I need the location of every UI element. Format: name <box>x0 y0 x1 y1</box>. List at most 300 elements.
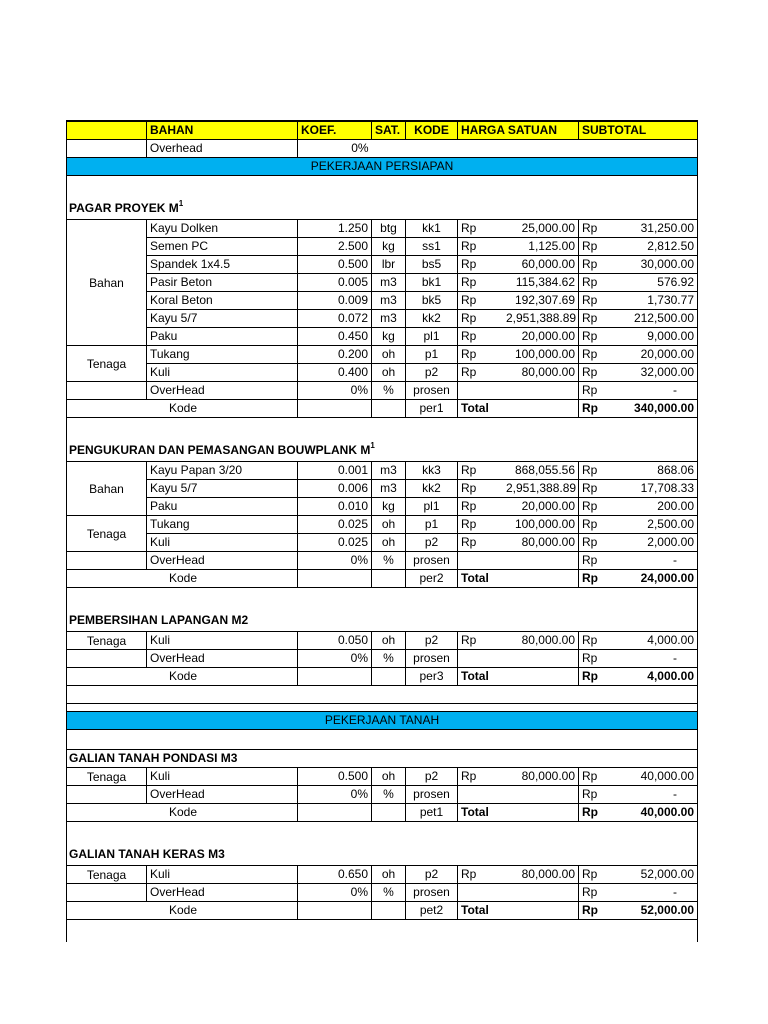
section-body <box>66 220 698 418</box>
rp-label[interactable]: Rp <box>582 293 598 307</box>
item-name[interactable]: Kayu Papan 3/20 <box>147 462 298 479</box>
overhead-koef[interactable]: 0% <box>298 382 372 399</box>
subtotal-value[interactable]: 2,000.00 <box>607 534 698 551</box>
unit-value[interactable]: kg <box>372 498 406 515</box>
item-name[interactable]: Semen PC <box>147 238 298 255</box>
unit-price[interactable]: 25,000.00 <box>503 220 579 237</box>
table-row <box>66 310 698 328</box>
subtotal-value[interactable]: 20,000.00 <box>607 346 698 363</box>
cell[interactable] <box>66 902 147 919</box>
rp-label[interactable]: Rp <box>582 769 598 783</box>
overhead-koef[interactable]: 0% <box>351 141 369 155</box>
item-name[interactable]: Kayu 5/7 <box>147 310 298 327</box>
cell[interactable] <box>66 552 147 569</box>
rp-label[interactable]: Rp <box>461 867 477 881</box>
unit-value[interactable]: oh <box>372 516 406 533</box>
code-value[interactable]: ss1 <box>406 238 458 255</box>
table-row <box>66 328 698 346</box>
rp-label[interactable]: Rp <box>582 787 598 801</box>
overhead-subtotal[interactable]: - <box>607 382 698 399</box>
unit-price[interactable]: 100,000.00 <box>503 516 579 533</box>
koef-value[interactable]: 0.010 <box>298 498 372 515</box>
table-row <box>66 462 698 480</box>
table-row <box>66 632 698 650</box>
subtotal-value[interactable]: 212,500.00 <box>607 310 698 327</box>
section-title <box>66 200 698 220</box>
section-title <box>66 846 698 866</box>
cell[interactable] <box>458 552 579 569</box>
subtotal-value[interactable]: 2,812.50 <box>607 238 698 255</box>
section-title-text[interactable] <box>66 750 698 767</box>
unit-value[interactable]: kg <box>372 238 406 255</box>
cell[interactable] <box>458 650 579 667</box>
rp-label[interactable]: Rp <box>461 517 477 531</box>
section-body <box>66 632 698 686</box>
header-harga-satuan[interactable]: HARGA SATUAN <box>458 122 579 139</box>
section-title-text[interactable] <box>66 612 698 631</box>
unit-price[interactable]: 100,000.00 <box>503 346 579 363</box>
rp-label[interactable]: Rp <box>582 481 598 495</box>
section-title-label: GALIAN TANAH PONDASI M3 <box>69 751 238 765</box>
section-title <box>66 442 698 462</box>
koef-value[interactable]: 0.025 <box>298 516 372 533</box>
table-row <box>66 292 698 310</box>
cell[interactable] <box>66 570 147 587</box>
subtotal-value[interactable]: 31,250.00 <box>607 220 698 237</box>
rp-label[interactable]: Rp <box>582 517 598 531</box>
overhead-koef[interactable]: 0% <box>298 552 372 569</box>
overhead-code[interactable]: prosen <box>406 552 458 569</box>
cell[interactable] <box>372 400 406 417</box>
cell[interactable] <box>66 400 147 417</box>
code-value[interactable]: p2 <box>406 866 458 883</box>
persiapan-sections <box>66 176 698 686</box>
section-body <box>66 768 698 822</box>
section-total[interactable]: 40,000.00 <box>607 804 698 821</box>
overhead-koef[interactable]: 0% <box>298 786 372 803</box>
rp-label[interactable]: Rp <box>461 499 477 513</box>
koef-value[interactable]: 0.072 <box>298 310 372 327</box>
section-title-label: PAGAR PROYEK M <box>69 201 179 215</box>
header-cell-blank[interactable] <box>66 122 147 139</box>
cell[interactable] <box>66 176 698 200</box>
total-row <box>66 902 698 920</box>
overhead-subtotal[interactable]: - <box>607 650 698 667</box>
unit-value[interactable]: oh <box>372 866 406 883</box>
rp-label[interactable]: Rp <box>461 275 477 289</box>
overhead-label[interactable]: OverHead <box>147 650 298 667</box>
item-name[interactable]: Tukang <box>147 346 298 363</box>
cell[interactable] <box>298 902 372 919</box>
header-kode[interactable]: KODE <box>406 122 458 139</box>
table-row <box>66 534 698 552</box>
cell[interactable] <box>66 140 147 157</box>
band-label[interactable]: PEKERJAAN PERSIAPAN <box>66 158 698 175</box>
cell[interactable] <box>66 822 698 846</box>
section-band-persiapan <box>66 158 698 176</box>
item-name[interactable]: Kuli <box>147 534 298 551</box>
rp-label[interactable]: Rp <box>582 383 598 397</box>
header-subtotal[interactable]: SUBTOTAL <box>579 122 698 139</box>
band-label[interactable]: PEKERJAAN TANAH <box>66 712 698 729</box>
item-name[interactable]: Paku <box>147 498 298 515</box>
koef-value[interactable]: 0.500 <box>298 256 372 273</box>
kode-label[interactable]: Kode <box>147 668 298 685</box>
section-title-text[interactable] <box>66 846 698 865</box>
kode-label[interactable]: Kode <box>147 570 298 587</box>
code-value[interactable]: bk1 <box>406 274 458 291</box>
sheet-tail <box>66 920 698 942</box>
section-title-label: PEMBERSIHAN LAPANGAN M2 <box>69 613 249 627</box>
rp-label[interactable]: Rp <box>582 867 598 881</box>
koef-value[interactable]: 0.200 <box>298 346 372 363</box>
rp-label[interactable]: Rp <box>582 401 598 415</box>
subtotal-value[interactable]: 30,000.00 <box>607 256 698 273</box>
cell[interactable] <box>298 570 372 587</box>
section-title-superscript: 1 <box>178 200 184 208</box>
cell[interactable] <box>66 418 698 442</box>
code-value[interactable]: p2 <box>406 364 458 381</box>
unit-price[interactable]: 20,000.00 <box>503 498 579 515</box>
code-value[interactable]: p2 <box>406 534 458 551</box>
koef-value[interactable]: 0.650 <box>298 866 372 883</box>
koef-value[interactable]: 0.005 <box>298 274 372 291</box>
cell[interactable] <box>372 668 406 685</box>
rp-label[interactable]: Rp <box>582 329 598 343</box>
overhead-koef[interactable]: 0% <box>298 650 372 667</box>
unit-value[interactable]: oh <box>372 534 406 551</box>
koef-value[interactable]: 0.400 <box>298 364 372 381</box>
item-name[interactable]: Kuli <box>147 364 298 381</box>
code-value[interactable]: p2 <box>406 632 458 649</box>
rp-label[interactable]: Rp <box>582 239 598 253</box>
unit-price[interactable]: 868,055.56 <box>503 462 579 479</box>
overhead-unit[interactable]: % <box>372 884 406 901</box>
cell[interactable] <box>66 786 147 803</box>
header-koef[interactable]: KOEF. <box>298 122 372 139</box>
item-name[interactable]: Kuli <box>147 768 298 785</box>
koef-value[interactable]: 0.009 <box>298 292 372 309</box>
cell[interactable] <box>66 730 698 749</box>
unit-price[interactable]: 20,000.00 <box>503 328 579 345</box>
header-sat[interactable]: SAT. <box>372 122 406 139</box>
section-spacer <box>66 588 698 612</box>
rp-label[interactable]: Rp <box>582 499 598 513</box>
kode-label[interactable]: Kode <box>147 804 298 821</box>
section-total[interactable]: 52,000.00 <box>607 902 698 919</box>
total-label[interactable]: Total <box>458 570 579 587</box>
unit-price[interactable]: 2,951,388.89 <box>503 480 579 497</box>
section-title <box>66 750 698 768</box>
overhead-label[interactable]: OverHead <box>147 884 298 901</box>
cell[interactable] <box>298 400 372 417</box>
overhead-unit[interactable]: % <box>372 650 406 667</box>
koef-value[interactable]: 1.250 <box>298 220 372 237</box>
overhead-subtotal[interactable]: - <box>607 786 698 803</box>
unit-value[interactable]: oh <box>372 632 406 649</box>
overhead-code[interactable]: prosen <box>406 382 458 399</box>
cell[interactable] <box>66 382 147 399</box>
overhead-subtotal[interactable]: - <box>607 884 698 901</box>
subtotal-value[interactable]: 2,500.00 <box>607 516 698 533</box>
section-title <box>66 612 698 632</box>
unit-price[interactable]: 80,000.00 <box>503 534 579 551</box>
code-value[interactable]: p2 <box>406 768 458 785</box>
cell[interactable] <box>66 668 147 685</box>
item-name[interactable]: Koral Beton <box>147 292 298 309</box>
section-spacer <box>66 730 698 750</box>
item-name[interactable]: Kayu 5/7 <box>147 480 298 497</box>
rp-label[interactable]: Rp <box>582 571 598 585</box>
group-label: Bahan <box>66 220 147 346</box>
rp-label[interactable]: Rp <box>582 535 598 549</box>
rp-label[interactable]: Rp <box>582 903 598 917</box>
group-label: Tenaga <box>66 516 147 552</box>
unit-price[interactable]: 115,384.62 <box>503 274 579 291</box>
cell[interactable] <box>372 902 406 919</box>
code-value[interactable]: p1 <box>406 516 458 533</box>
unit-price[interactable]: 80,000.00 <box>503 768 579 785</box>
koef-value[interactable]: 2.500 <box>298 238 372 255</box>
section-band-tanah <box>66 712 698 730</box>
item-name[interactable]: Kuli <box>147 632 298 649</box>
code-value[interactable]: bk5 <box>406 292 458 309</box>
rp-label[interactable]: Rp <box>461 769 477 783</box>
koef-value[interactable]: 0.025 <box>298 534 372 551</box>
code-value[interactable]: kk1 <box>406 220 458 237</box>
subtotal-value[interactable]: 4,000.00 <box>607 632 698 649</box>
koef-value[interactable]: 0.450 <box>298 328 372 345</box>
unit-value[interactable]: m3 <box>372 480 406 497</box>
koef-value[interactable]: 0.500 <box>298 768 372 785</box>
rp-label[interactable]: Rp <box>582 347 598 361</box>
rp-label[interactable]: Rp <box>582 275 598 289</box>
subtotal-value[interactable]: 576.92 <box>607 274 698 291</box>
section-code[interactable]: pet1 <box>406 804 458 821</box>
rp-label[interactable]: Rp <box>461 221 477 235</box>
koef-value[interactable]: 0.050 <box>298 632 372 649</box>
cell[interactable] <box>458 884 579 901</box>
table-row <box>66 516 698 534</box>
subtotal-value[interactable]: 868.06 <box>607 462 698 479</box>
rp-label[interactable]: Rp <box>461 365 477 379</box>
code-value[interactable]: kk2 <box>406 480 458 497</box>
code-value[interactable]: pl1 <box>406 328 458 345</box>
cell[interactable] <box>298 804 372 821</box>
overhead-row <box>66 140 698 158</box>
unit-value[interactable]: oh <box>372 364 406 381</box>
section-code[interactable]: per1 <box>406 400 458 417</box>
rp-label[interactable]: Rp <box>461 535 477 549</box>
cell[interactable] <box>66 686 698 703</box>
koef-value[interactable]: 0.006 <box>298 480 372 497</box>
total-label[interactable]: Total <box>458 668 579 685</box>
unit-value[interactable]: m3 <box>372 462 406 479</box>
rp-label[interactable]: Rp <box>461 239 477 253</box>
cell[interactable] <box>458 786 579 803</box>
subtotal-value[interactable]: 9,000.00 <box>607 328 698 345</box>
total-row <box>66 668 698 686</box>
koef-value[interactable]: 0.001 <box>298 462 372 479</box>
overhead-label[interactable]: OverHead <box>147 786 298 803</box>
cell[interactable] <box>372 804 406 821</box>
cell[interactable] <box>298 668 372 685</box>
subtotal-value[interactable]: 40,000.00 <box>607 768 698 785</box>
table-row <box>66 274 698 292</box>
code-value[interactable]: pl1 <box>406 498 458 515</box>
unit-price[interactable]: 192,307.69 <box>503 292 579 309</box>
rp-label[interactable]: Rp <box>582 463 598 477</box>
rab-sheet <box>66 120 698 942</box>
subtotal-value[interactable]: 17,708.33 <box>607 480 698 497</box>
group-label: Tenaga <box>66 768 147 786</box>
section-title-text[interactable] <box>66 442 698 461</box>
tanah-sections <box>66 730 698 920</box>
code-value[interactable]: kk3 <box>406 462 458 479</box>
unit-value[interactable]: m3 <box>372 310 406 327</box>
overhead-label[interactable]: Overhead <box>147 140 298 157</box>
cell[interactable] <box>372 140 698 157</box>
code-value[interactable]: p1 <box>406 346 458 363</box>
section-body <box>66 866 698 920</box>
unit-price[interactable]: 60,000.00 <box>503 256 579 273</box>
rp-label[interactable]: Rp <box>461 311 477 325</box>
rp-label[interactable]: Rp <box>461 293 477 307</box>
kode-label[interactable]: Kode <box>147 902 298 919</box>
total-row <box>66 400 698 418</box>
rp-label[interactable]: Rp <box>582 311 598 325</box>
section-total[interactable]: 340,000.00 <box>607 400 698 417</box>
rp-label[interactable]: Rp <box>461 329 477 343</box>
item-name[interactable]: Paku <box>147 328 298 345</box>
section-body <box>66 462 698 588</box>
table-row <box>66 768 698 786</box>
unit-value[interactable]: lbr <box>372 256 406 273</box>
group-label: Tenaga <box>66 866 147 884</box>
section-total[interactable]: 24,000.00 <box>607 570 698 587</box>
group-label: Tenaga <box>66 346 147 382</box>
section-title-label: PENGUKURAN DAN PEMASANGAN BOUWPLANK M <box>69 443 371 457</box>
total-row <box>66 570 698 588</box>
overhead-label[interactable]: OverHead <box>147 552 298 569</box>
rp-label[interactable]: Rp <box>582 805 598 819</box>
unit-value[interactable]: btg <box>372 220 406 237</box>
overhead-unit[interactable]: % <box>372 382 406 399</box>
cell[interactable] <box>66 884 147 901</box>
subtotal-value[interactable]: 200.00 <box>607 498 698 515</box>
cell[interactable] <box>66 650 147 667</box>
unit-price[interactable]: 80,000.00 <box>503 364 579 381</box>
unit-price[interactable]: 80,000.00 <box>503 632 579 649</box>
item-name[interactable]: Kayu Dolken <box>147 220 298 237</box>
unit-value[interactable]: oh <box>372 346 406 363</box>
code-value[interactable]: bs5 <box>406 256 458 273</box>
unit-price[interactable]: 2,951,388.89 <box>503 310 579 327</box>
subtotal-value[interactable]: 1,730.77 <box>607 292 698 309</box>
unit-value[interactable]: oh <box>372 768 406 785</box>
kode-label[interactable]: Kode <box>147 400 298 417</box>
total-row <box>66 804 698 822</box>
item-name[interactable]: Pasir Beton <box>147 274 298 291</box>
overhead-code[interactable]: prosen <box>406 650 458 667</box>
section-code[interactable]: per3 <box>406 668 458 685</box>
rp-label[interactable]: Rp <box>461 463 477 477</box>
section-title-superscript: 1 <box>370 442 375 450</box>
section-spacer <box>66 822 698 846</box>
group-label: Tenaga <box>66 632 147 650</box>
overhead-line <box>66 884 698 902</box>
overhead-code[interactable]: prosen <box>406 884 458 901</box>
cell[interactable] <box>66 804 147 821</box>
blank-row <box>66 704 698 712</box>
cell[interactable] <box>372 570 406 587</box>
overhead-line <box>66 650 698 668</box>
overhead-line <box>66 786 698 804</box>
total-label[interactable]: Total <box>458 400 579 417</box>
rp-label[interactable]: Rp <box>582 553 598 567</box>
item-name[interactable]: Spandek 1x4.5 <box>147 256 298 273</box>
unit-value[interactable]: m3 <box>372 292 406 309</box>
rp-label[interactable]: Rp <box>582 885 598 899</box>
overhead-unit[interactable]: % <box>372 552 406 569</box>
rp-label[interactable]: Rp <box>582 365 598 379</box>
section-total[interactable]: 4,000.00 <box>607 668 698 685</box>
overhead-line <box>66 552 698 570</box>
total-label[interactable]: Total <box>458 902 579 919</box>
unit-price[interactable]: 80,000.00 <box>503 866 579 883</box>
blank-row <box>66 686 698 704</box>
overhead-code[interactable]: prosen <box>406 786 458 803</box>
item-name[interactable]: Tukang <box>147 516 298 533</box>
cell[interactable] <box>66 588 698 612</box>
subtotal-value[interactable]: 32,000.00 <box>607 364 698 381</box>
rp-label[interactable]: Rp <box>582 221 598 235</box>
table-row <box>66 480 698 498</box>
code-value[interactable]: kk2 <box>406 310 458 327</box>
rp-label[interactable]: Rp <box>582 633 598 647</box>
table-row <box>66 498 698 516</box>
header-row <box>66 120 698 140</box>
overhead-koef[interactable]: 0% <box>298 884 372 901</box>
subtotal-value[interactable]: 52,000.00 <box>607 866 698 883</box>
overhead-unit[interactable]: % <box>372 786 406 803</box>
rp-label[interactable]: Rp <box>582 651 598 665</box>
cell[interactable] <box>66 704 698 711</box>
rp-label[interactable]: Rp <box>461 633 477 647</box>
table-row <box>66 866 698 884</box>
cell[interactable] <box>458 382 579 399</box>
section-code[interactable]: per2 <box>406 570 458 587</box>
header-bahan[interactable]: BAHAN <box>147 122 298 139</box>
overhead-label[interactable]: OverHead <box>147 382 298 399</box>
section-spacer <box>66 418 698 442</box>
rp-label[interactable]: Rp <box>582 257 598 271</box>
item-name[interactable]: Kuli <box>147 866 298 883</box>
unit-value[interactable]: kg <box>372 328 406 345</box>
table-row <box>66 256 698 274</box>
rp-label[interactable]: Rp <box>461 257 477 271</box>
rp-label[interactable]: Rp <box>461 347 477 361</box>
rp-label[interactable]: Rp <box>582 669 598 683</box>
unit-price[interactable]: 1,125.00 <box>503 238 579 255</box>
overhead-subtotal[interactable]: - <box>607 552 698 569</box>
rp-label[interactable]: Rp <box>461 481 477 495</box>
section-code[interactable]: pet2 <box>406 902 458 919</box>
table-row <box>66 364 698 382</box>
section-title-text[interactable] <box>66 200 698 219</box>
total-label[interactable]: Total <box>458 804 579 821</box>
unit-value[interactable]: m3 <box>372 274 406 291</box>
